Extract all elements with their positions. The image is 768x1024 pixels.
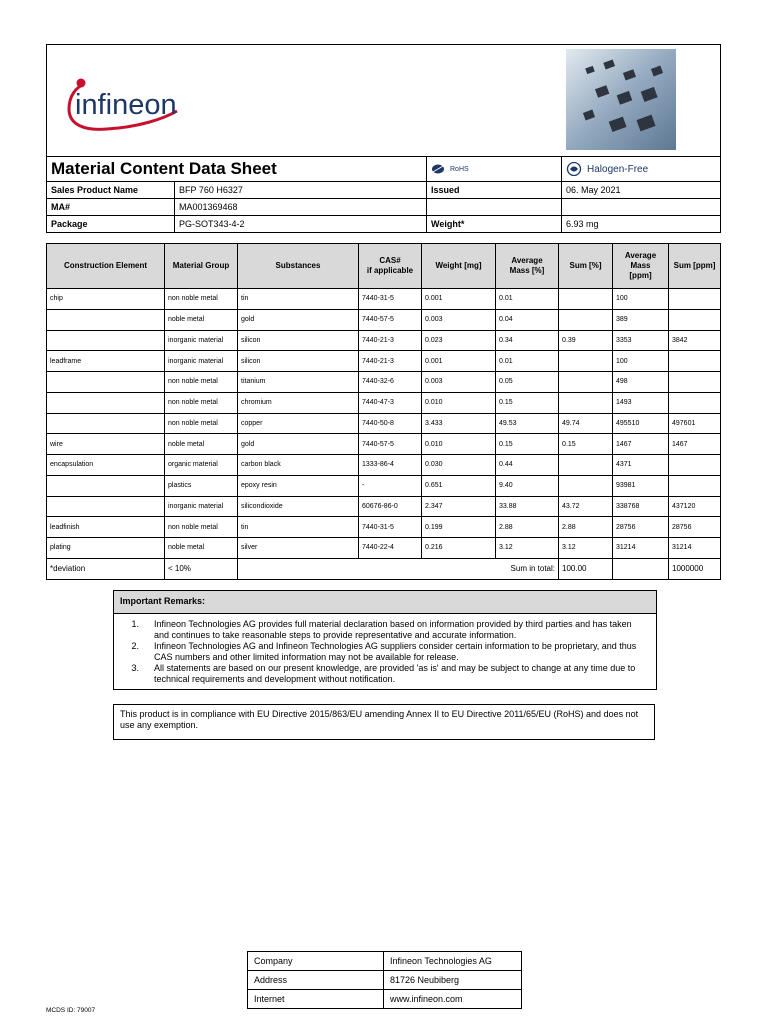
- table-row: [47, 434, 721, 455]
- table-row: [47, 517, 721, 538]
- cell-material-group: inorganic material: [165, 496, 238, 517]
- cell-substance: titanium: [238, 372, 359, 393]
- product-photo-icon: [566, 49, 676, 150]
- logo-cell: [47, 45, 562, 157]
- sales-product-label: Sales Product Name: [47, 182, 175, 199]
- cell-sum-pct: [559, 372, 613, 393]
- cell-material-group: inorganic material: [165, 351, 238, 372]
- cell-average-mass-ppm: 93981: [613, 475, 669, 496]
- internet-label: Internet: [248, 990, 384, 1009]
- weight-value: 6.93 mg: [562, 216, 721, 233]
- cell-weight-mg: 0.010: [422, 434, 496, 455]
- cell-construction-element: leadfinish: [47, 517, 165, 538]
- cell-sum-ppm: [669, 372, 721, 393]
- weight-label: Weight*: [427, 216, 562, 233]
- cell-average-mass-ppm: 498: [613, 372, 669, 393]
- cell-average-mass-ppm: 389: [613, 309, 669, 330]
- halogen-free-cell: [562, 157, 721, 182]
- deviation-label: *deviation: [47, 558, 165, 579]
- cell-sum-ppm: [669, 475, 721, 496]
- rohs-label: RoHS: [450, 165, 469, 173]
- cell-cas-number: 7440-47-3: [359, 392, 422, 413]
- cell-construction-element: encapsulation: [47, 455, 165, 476]
- cell-average-mass-ppm: 3353: [613, 330, 669, 351]
- table-row: [47, 475, 721, 496]
- cell-average-mass-ppm: 1493: [613, 392, 669, 413]
- cell-average-mass-pct: 0.05: [496, 372, 559, 393]
- cell-substance: silver: [238, 538, 359, 559]
- cell-sum-ppm: 28756: [669, 517, 721, 538]
- cell-sum-pct: [559, 351, 613, 372]
- col-sum-ppm: Sum [ppm]: [669, 244, 721, 289]
- address-row: [248, 971, 522, 990]
- col-construction-element: Construction Element: [47, 244, 165, 289]
- cell-substance: epoxy resin: [238, 475, 359, 496]
- col-average-mass-ppm: [613, 244, 669, 289]
- cell-average-mass-ppm: 338768: [613, 496, 669, 517]
- cell-weight-mg: 0.003: [422, 372, 496, 393]
- cell-average-mass-ppm: 495510: [613, 413, 669, 434]
- table-row: [47, 413, 721, 434]
- sum-in-total-label: Sum in total:: [238, 558, 559, 579]
- cell-average-mass-ppm: 4371: [613, 455, 669, 476]
- cell-sum-pct: 0.15: [559, 434, 613, 455]
- company-value: Infineon Technologies AG: [384, 952, 522, 971]
- cell-average-mass-pct: 33.88: [496, 496, 559, 517]
- table-row: [47, 455, 721, 476]
- cell-construction-element: [47, 496, 165, 517]
- cell-average-mass-pct: 0.34: [496, 330, 559, 351]
- remarks-title: Important Remarks:: [114, 591, 656, 614]
- cell-weight-mg: 0.001: [422, 351, 496, 372]
- halogen-free-label: Halogen-Free: [587, 163, 649, 175]
- cell-sum-pct: [559, 309, 613, 330]
- cell-substance: copper: [238, 413, 359, 434]
- material-rows: [47, 289, 721, 559]
- cell-material-group: non noble metal: [165, 372, 238, 393]
- header-table: [46, 44, 721, 233]
- sheet-title: [47, 157, 427, 182]
- col-avg-ppm-line1: Average: [624, 251, 657, 260]
- col-material-group: Material Group: [165, 244, 238, 289]
- cell-cas-number: 7440-21-3: [359, 330, 422, 351]
- cell-construction-element: [47, 413, 165, 434]
- cell-material-group: inorganic material: [165, 330, 238, 351]
- cell-weight-mg: 0.003: [422, 309, 496, 330]
- col-avg-ppm-line2: Mass: [630, 261, 651, 270]
- cell-average-mass-ppm: 28756: [613, 517, 669, 538]
- cell-average-mass-pct: 0.15: [496, 434, 559, 455]
- deviation-value: < 10%: [165, 558, 238, 579]
- address-value: 81726 Neubiberg: [384, 971, 522, 990]
- cell-substance: gold: [238, 309, 359, 330]
- cell-substance: silicondioxide: [238, 496, 359, 517]
- cell-sum-ppm: 437120: [669, 496, 721, 517]
- cell-average-mass-pct: 0.01: [496, 351, 559, 372]
- cell-sum-ppm: 1467: [669, 434, 721, 455]
- table-row: [47, 392, 721, 413]
- cell-material-group: non noble metal: [165, 392, 238, 413]
- sum-total-ppm: 1000000: [669, 558, 721, 579]
- ma-value: MA001369468: [175, 199, 427, 216]
- cell-material-group: noble metal: [165, 309, 238, 330]
- cell-cas-number: 7440-57-5: [359, 434, 422, 455]
- col-avg-mass-line1: Average: [511, 256, 543, 265]
- remark-item: 3. All statements are based on our present knowledge, are provided 'as is' and may be subject to change at any time due to technical requirements and development without notification.: [144, 663, 648, 685]
- cell-weight-mg: 0.001: [422, 289, 496, 310]
- cell-sum-ppm: [669, 309, 721, 330]
- cell-average-mass-pct: 0.15: [496, 392, 559, 413]
- cell-cas-number: 7440-31-5: [359, 517, 422, 538]
- cell-substance: silicon: [238, 351, 359, 372]
- col-weight: Weight [mg]: [422, 244, 496, 289]
- cell-average-mass-ppm: 1467: [613, 434, 669, 455]
- cell-material-group: plastics: [165, 475, 238, 496]
- col-substances: Substances: [238, 244, 359, 289]
- cell-cas-number: -: [359, 475, 422, 496]
- sales-product-value: BFP 760 H6327: [175, 182, 427, 199]
- cell-average-mass-ppm: 31214: [613, 538, 669, 559]
- cell-cas-number: 7440-31-5: [359, 289, 422, 310]
- header-row-sales-product: [47, 182, 721, 199]
- col-sum-pct: Sum [%]: [559, 244, 613, 289]
- remarks-list: [114, 614, 656, 689]
- cell-average-mass-pct: 0.04: [496, 309, 559, 330]
- cell-material-group: noble metal: [165, 434, 238, 455]
- infineon-logo: [51, 47, 251, 154]
- cell-substance: tin: [238, 289, 359, 310]
- cell-material-group: non noble metal: [165, 517, 238, 538]
- cell-substance: silicon: [238, 330, 359, 351]
- cell-sum-ppm: 31214: [669, 538, 721, 559]
- cell-weight-mg: 0.651: [422, 475, 496, 496]
- remark-item: 1. Infineon Technologies AG provides full material declaration based on information provided by third parties and has taken and continues to take reasonable steps to provide representative and accurate information.: [144, 619, 648, 641]
- cell-cas-number: 7440-57-5: [359, 309, 422, 330]
- cell-substance: tin: [238, 517, 359, 538]
- cell-sum-pct: 3.12: [559, 538, 613, 559]
- cell-sum-ppm: [669, 351, 721, 372]
- sum-total-empty: [613, 558, 669, 579]
- cell-average-mass-pct: 0.01: [496, 289, 559, 310]
- table-row: [47, 330, 721, 351]
- internet-link[interactable]: www.infineon.com: [384, 990, 522, 1009]
- table-row: [47, 372, 721, 393]
- cell-weight-mg: 0.030: [422, 455, 496, 476]
- cell-construction-element: [47, 330, 165, 351]
- ma-empty-label: [427, 199, 562, 216]
- cell-construction-element: wire: [47, 434, 165, 455]
- cell-construction-element: [47, 309, 165, 330]
- cell-cas-number: 7440-22-4: [359, 538, 422, 559]
- col-cas-line1: CAS#: [379, 256, 401, 265]
- cell-average-mass-pct: 9.40: [496, 475, 559, 496]
- cell-sum-ppm: [669, 455, 721, 476]
- rohs-leaf-icon: [431, 163, 445, 175]
- cell-sum-ppm: 3842: [669, 330, 721, 351]
- company-info-table: [247, 951, 522, 1009]
- sum-total-pct: 100.00: [559, 558, 613, 579]
- table-row: [47, 496, 721, 517]
- col-average-mass-pct: [496, 244, 559, 289]
- header-row-ma: [47, 199, 721, 216]
- cell-construction-element: chip: [47, 289, 165, 310]
- cell-construction-element: plating: [47, 538, 165, 559]
- cell-cas-number: 1333-86-4: [359, 455, 422, 476]
- col-avg-ppm-line3: [ppm]: [629, 271, 652, 280]
- halogen-free-icon: [566, 162, 582, 176]
- address-label: Address: [248, 971, 384, 990]
- internet-row: [248, 990, 522, 1009]
- remark-item: 2. Infineon Technologies AG and Infineon Technologies AG suppliers consider certain information to be proprietary, and thus CAS numbers and other limited information may not be available for release.: [144, 641, 648, 663]
- col-cas-line2: if applicable: [366, 266, 414, 275]
- cell-cas-number: 7440-21-3: [359, 351, 422, 372]
- col-cas: [359, 244, 422, 289]
- cell-average-mass-pct: 0.44: [496, 455, 559, 476]
- logo-swoosh-icon: [51, 47, 251, 154]
- cell-sum-pct: [559, 475, 613, 496]
- cell-construction-element: [47, 372, 165, 393]
- cell-sum-pct: [559, 289, 613, 310]
- page-title: Material Content Data Sheet: [51, 159, 277, 178]
- cell-weight-mg: 3.433: [422, 413, 496, 434]
- table-header-row: [47, 244, 721, 289]
- cell-sum-pct: [559, 455, 613, 476]
- cell-construction-element: [47, 392, 165, 413]
- issued-label: Issued: [427, 182, 562, 199]
- header-row-package: [47, 216, 721, 233]
- cell-material-group: organic material: [165, 455, 238, 476]
- package-label: Package: [47, 216, 175, 233]
- issued-value: 06. May 2021: [562, 182, 721, 199]
- package-value: PG-SOT343-4-2: [175, 216, 427, 233]
- cell-cas-number: 60676-86-0: [359, 496, 422, 517]
- cell-substance: chromium: [238, 392, 359, 413]
- cell-weight-mg: 0.023: [422, 330, 496, 351]
- cell-weight-mg: 2.347: [422, 496, 496, 517]
- cell-substance: gold: [238, 434, 359, 455]
- col-avg-mass-line2: Mass [%]: [509, 266, 545, 275]
- cell-weight-mg: 0.216: [422, 538, 496, 559]
- cell-average-mass-ppm: 100: [613, 289, 669, 310]
- cell-sum-pct: 49.74: [559, 413, 613, 434]
- company-row: [248, 952, 522, 971]
- logo-text: infineon: [75, 89, 177, 121]
- cell-substance: carbon black: [238, 455, 359, 476]
- cell-sum-ppm: 497601: [669, 413, 721, 434]
- cell-weight-mg: 0.199: [422, 517, 496, 538]
- cell-average-mass-pct: 49.53: [496, 413, 559, 434]
- table-row: [47, 309, 721, 330]
- cell-average-mass-ppm: 100: [613, 351, 669, 372]
- cell-sum-ppm: [669, 289, 721, 310]
- table-row: [47, 538, 721, 559]
- cell-material-group: non noble metal: [165, 289, 238, 310]
- cell-material-group: noble metal: [165, 538, 238, 559]
- company-label: Company: [248, 952, 384, 971]
- cell-cas-number: 7440-32-6: [359, 372, 422, 393]
- table-row: [47, 351, 721, 372]
- summary-row: [47, 558, 721, 579]
- cell-average-mass-pct: 2.88: [496, 517, 559, 538]
- cell-weight-mg: 0.010: [422, 392, 496, 413]
- ma-empty-value: [562, 199, 721, 216]
- cell-sum-ppm: [669, 392, 721, 413]
- compliance-statement: This product is in compliance with EU Directive 2015/863/EU amending Annex II to EU Directive 2011/65/EU (RoHS) and does not use any exemption.: [113, 704, 655, 740]
- cell-average-mass-pct: 3.12: [496, 538, 559, 559]
- cell-material-group: non noble metal: [165, 413, 238, 434]
- cell-cas-number: 7440-50-8: [359, 413, 422, 434]
- table-row: [47, 289, 721, 310]
- product-photo-cell: [562, 45, 721, 157]
- cell-construction-element: leadframe: [47, 351, 165, 372]
- ma-label: MA#: [47, 199, 175, 216]
- important-remarks-box: [113, 590, 657, 690]
- cell-sum-pct: [559, 392, 613, 413]
- cell-sum-pct: 0.39: [559, 330, 613, 351]
- rohs-cell: [427, 157, 562, 182]
- mcds-id: MCDS ID: 79007: [46, 1007, 96, 1014]
- cell-sum-pct: 43.72: [559, 496, 613, 517]
- material-content-table: [46, 243, 721, 580]
- cell-construction-element: [47, 475, 165, 496]
- cell-sum-pct: 2.88: [559, 517, 613, 538]
